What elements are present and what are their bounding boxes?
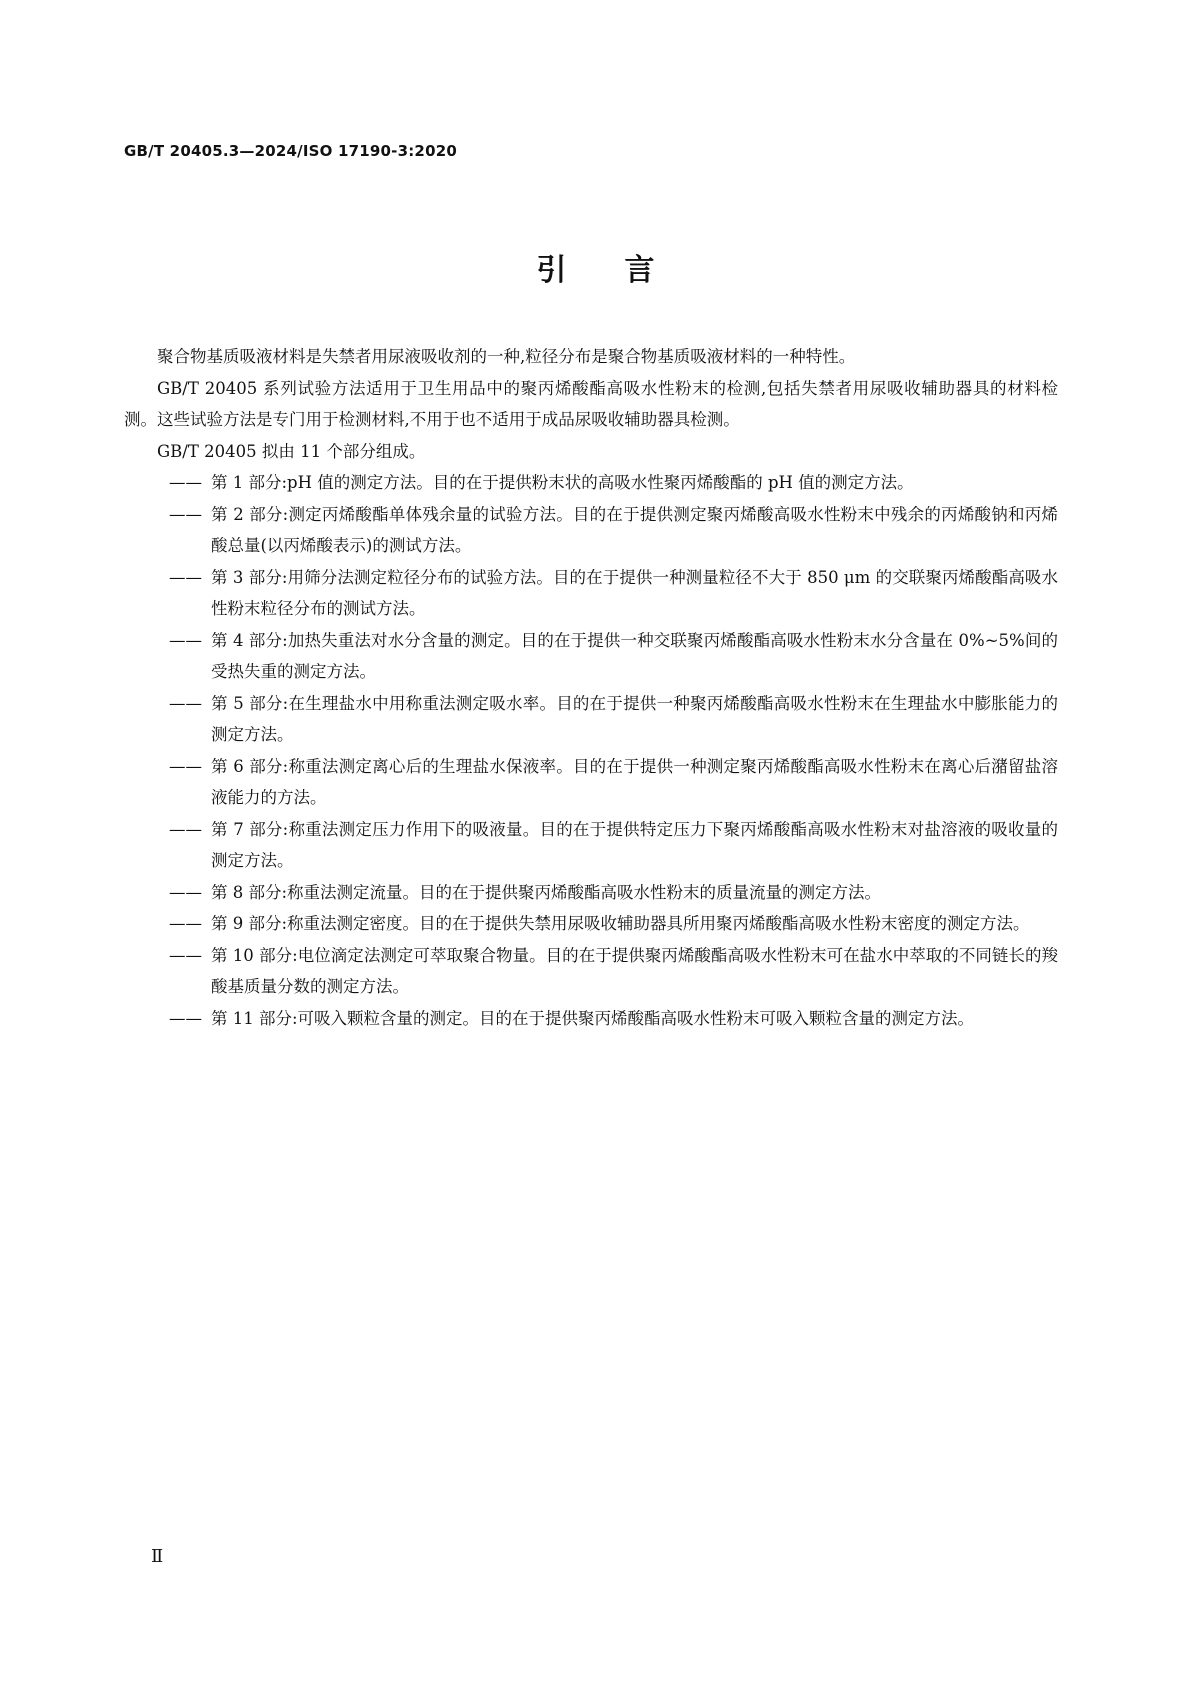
list-dash: —— [169,756,202,776]
list-dash: —— [169,473,202,492]
intro-paragraph-3: GB/T 20405 拟由 11 个部分组成。 [157,441,426,461]
list-item [124,467,1058,499]
list-item [124,940,1058,1003]
list-dash: —— [169,504,202,524]
list-item [124,688,1058,751]
part-4-text: 第 4 部分:加热失重法对水分含量的测定。目的在于提供一种交联聚丙烯酸酯高吸水性粉末水分含量在 0%~5%间的受热失重的测定方法。 [211,630,1059,681]
list-dash: —— [169,693,202,713]
intro-paragraph-2: GB/T 20405 系列试验方法适用于卫生用品中的聚丙烯酸酯高吸水性粉末的检测,包括失禁者用尿吸收辅助器具的材料检测。这些试验方法是专门用于检测材料,不用于也不适用于成品尿吸收辅助器具检测。 [124,378,1058,429]
part-3-text: 第 3 部分:用筛分法测定粒径分布的试验方法。目的在于提供一种测量粒径不大于 850 μm 的交联聚丙烯酸酯高吸水性粉末粒径分布的测试方法。 [211,567,1058,618]
list-dash: —— [169,630,202,650]
list-item [124,908,1058,940]
part-1-text: 第 1 部分:pH 值的测定方法。目的在于提供粉末状的高吸水性聚丙烯酸酯的 pH 值的测定方法。 [211,473,914,492]
list-dash: —— [169,819,202,839]
list-item [124,1003,1058,1035]
list-item [124,877,1058,909]
part-11-text: 第 11 部分:可吸入颗粒含量的测定。目的在于提供聚丙烯酸酯高吸水性粉末可吸入颗粒含量的测定方法。 [211,1008,975,1028]
list-item [124,625,1058,688]
list-dash: —— [169,914,202,933]
part-8-text: 第 8 部分:称重法测定流量。目的在于提供聚丙烯酸酯高吸水性粉末的质量流量的测定方法。 [211,882,882,902]
list-dash: —— [169,882,202,902]
part-2-text: 第 2 部分:测定丙烯酸酯单体残余量的试验方法。目的在于提供测定聚丙烯酸高吸水性粉末中残余的丙烯酸钠和丙烯酸总量(以丙烯酸表示)的测试方法。 [211,504,1058,555]
page-number: Ⅱ [151,1546,164,1567]
list-dash: —— [169,1008,202,1028]
list-dash: —— [169,567,202,587]
parts-list [124,467,1058,1034]
list-item [124,562,1058,625]
list-item [124,499,1058,562]
list-dash: —— [169,945,202,965]
part-10-text: 第 10 部分:电位滴定法测定可萃取聚合物量。目的在于提供聚丙烯酸酯高吸水性粉末可在盐水中萃取的不同链长的羧酸基质量分数的测定方法。 [211,945,1058,996]
part-9-text: 第 9 部分:称重法测定密度。目的在于提供失禁用尿吸收辅助器具所用聚丙烯酸酯高吸水性粉末密度的测定方法。 [211,914,1030,933]
intro-paragraph-1: 聚合物基质吸液材料是失禁者用尿液吸收剂的一种,粒径分布是聚合物基质吸液材料的一种特性。 [157,347,856,366]
list-item [124,814,1058,877]
section-title: 引言 [536,253,713,288]
part-5-text: 第 5 部分:在生理盐水中用称重法测定吸水率。目的在于提供一种聚丙烯酸酯高吸水性粉末在生理盐水中膨胀能力的测定方法。 [211,693,1058,744]
list-item [124,751,1058,814]
part-7-text: 第 7 部分:称重法测定压力作用下的吸液量。目的在于提供特定压力下聚丙烯酸酯高吸水性粉末对盐溶液的吸收量的测定方法。 [211,819,1058,870]
part-6-text: 第 6 部分:称重法测定离心后的生理盐水保液率。目的在于提供一种测定聚丙烯酸酯高吸水性粉末在离心后潴留盐溶液能力的方法。 [211,756,1058,807]
document-body [124,341,1058,1034]
standard-code-header: GB/T 20405.3—2024/ISO 17190-3:2020 [124,142,457,160]
